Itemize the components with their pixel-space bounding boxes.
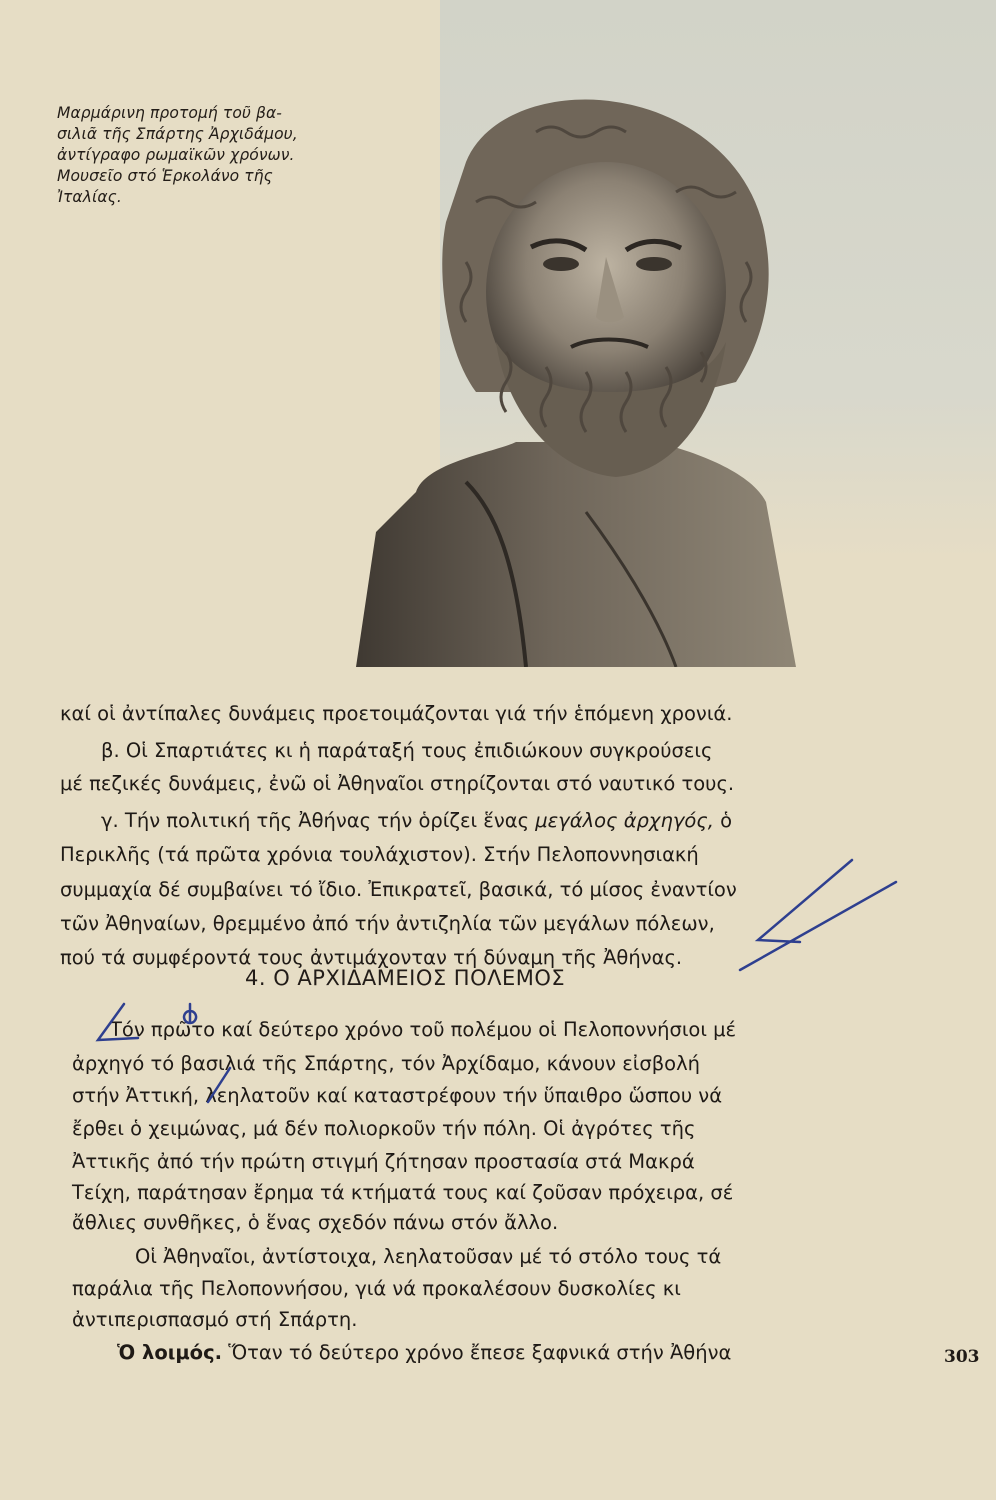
text-line [117, 1339, 731, 1367]
caption-line: σιλιᾶ τῆς Σπάρτης Ἀρχιδάμου, [57, 125, 298, 143]
text-line: συμμαχία δέ συμβαίνει τό ἴδιο. Ἐπικρατεῖ, βασικά, τό μίσος ἐναντίον [60, 878, 737, 901]
text-line: καί οἱ ἀντίπαλες δυνάμεις προετοιμάζονται γιά τήν ἑπόμενη χρονιά. [60, 702, 733, 725]
text-line: Περικλῆς (τά πρῶτα χρόνια τουλάχιστον). Στήν Πελοποννησιακή [60, 843, 699, 866]
checkmark-annotation [758, 860, 852, 942]
text-line: Τόν πρῶτο καί δεύτερο χρόνο τοῦ πολέμου οἱ Πελοποννήσιοι μέ [110, 1018, 737, 1041]
text-line: στήν Ἀττική, λεηλατοῦν καί καταστρέφουν τήν ὕπαιθρο ὥσπου νά [72, 1084, 723, 1107]
caption-line: ἀντίγραφο ρωμαϊκῶν χρόνων. [57, 146, 295, 164]
bold-lead: Ὁ λοιμός. [117, 1341, 223, 1364]
text-line: παράλια τῆς Πελοποννήσου, γιά νά προκαλέσουν δυσκολίες κι [72, 1277, 681, 1300]
text-fragment: Ὅταν τό δεύτερο χρόνο ἔπεσε ξαφνικά στήν Ἀθήνα [222, 1341, 732, 1364]
text-line: ἀρχηγό τό βασιλιά τῆς Σπάρτης, τόν Ἀρχίδαμο, κάνουν εἰσβολή [72, 1052, 700, 1075]
text-line: β. Οἱ Σπαρτιάτες κι ἡ παράταξή τους ἐπιδιώκουν συγκρούσεις [101, 739, 713, 762]
caption-line: Μουσεῖο στό Ἑρκολάνο τῆς [57, 167, 273, 185]
caption-line: Μαρμάρινη προτομή τοῦ βα- [57, 104, 282, 122]
text-line: Οἱ Ἀθηναῖοι, ἀντίστοιχα, λεηλατοῦσαν μέ τό στόλο τους τά [135, 1245, 722, 1268]
emphasis-text: μεγάλος ἀρχηγός, [535, 809, 714, 832]
text-line: μέ πεζικές δυνάμεις, ἐνῶ οἱ Ἀθηναῖοι στηρίζονται στό ναυτικό τους. [60, 772, 735, 795]
bust-photograph [356, 92, 796, 667]
text-fragment: ὁ [713, 809, 733, 832]
text-line: Τείχη, παράτησαν ἔρημα τά κτήματά τους καί ζοῦσαν πρόχειρα, σέ [72, 1181, 734, 1204]
caption-line: Ἰταλίας. [57, 188, 122, 206]
text-line: πού τά συμφέροντά τους ἀντιμάχονταν τή δύναμη τῆς Ἀθήνας. [60, 946, 683, 969]
checkmark-annotation [740, 882, 896, 970]
section-heading: 4. Ο ΑΡΧΙΔΑΜΕΙΟΣ ΠΟΛΕΜΟΣ [245, 966, 566, 990]
page-number: 303 [944, 1347, 980, 1367]
text-fragment: γ. Τήν πολιτική τῆς Ἀθήνας τήν ὁρίζει ἕνας [101, 809, 536, 832]
photo-caption [57, 103, 347, 208]
text-line: τῶν Ἀθηναίων, θρεμμένο ἀπό τήν ἀντιζηλία τῶν μεγάλων πόλεων, [60, 912, 715, 935]
text-line [101, 807, 732, 835]
text-line: Ἀττικῆς ἀπό τήν πρώτη στιγμή ζήτησαν προστασία στά Μακρά [72, 1150, 695, 1173]
text-line: ἀντιπερισπασμό στή Σπάρτη. [72, 1308, 358, 1331]
text-line: ἄθλιες συνθῆκες, ὁ ἕνας σχεδόν πάνω στόν ἄλλο. [72, 1211, 559, 1234]
text-line: ἔρθει ὁ χειμώνας, μά δέν πολιορκοῦν τήν πόλη. Οἱ ἀγρότες τῆς [72, 1117, 696, 1140]
